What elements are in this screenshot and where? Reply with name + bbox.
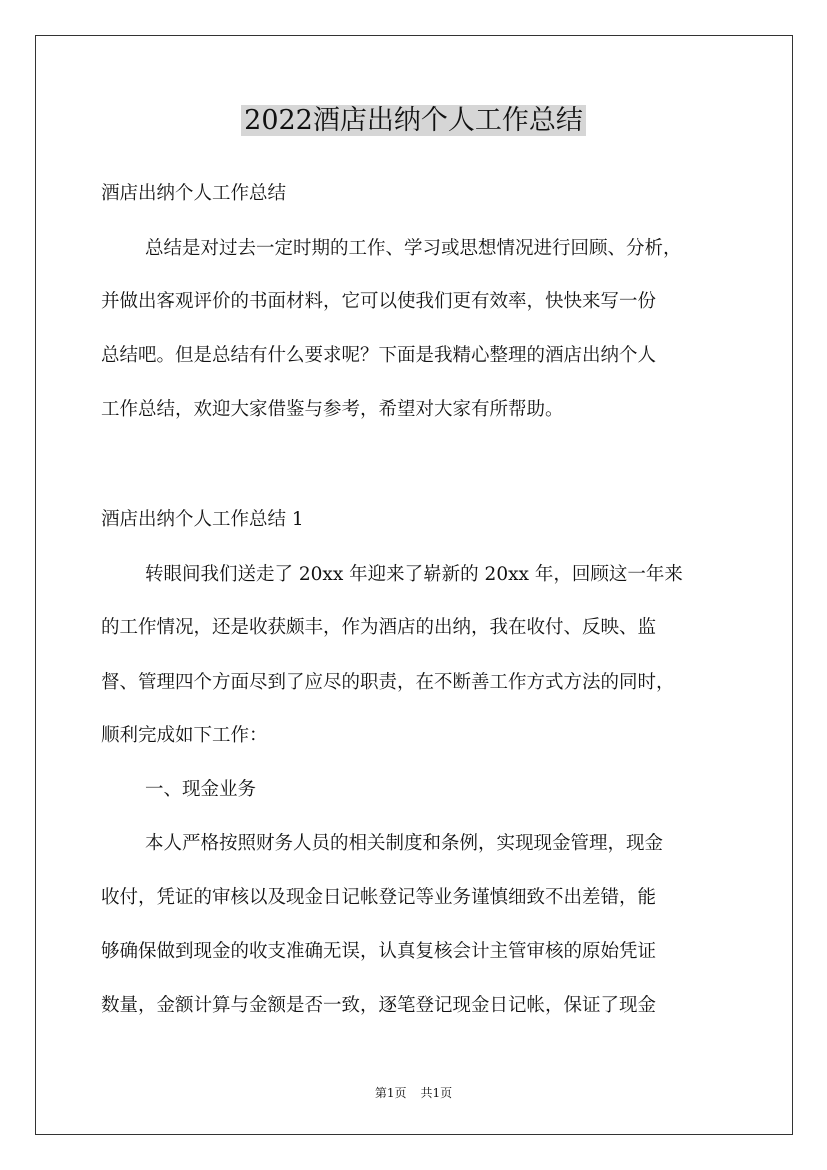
section-heading: 酒店出纳个人工作总结 (101, 183, 287, 204)
paragraph-line: 数量，金额计算与金额是否一致，逐笔登记现金日记帐，保证了现金 (101, 995, 657, 1016)
document-title (0, 101, 827, 141)
paragraph-line: 转眼间我们送走了 20xx 年迎来了崭新的 20xx 年，回顾这一年来 (145, 564, 683, 585)
paragraph-line: 并做出客观评价的书面材料，它可以使我们更有效率，快快来写一份 (101, 291, 657, 312)
paragraph-line: 工作总结，欢迎大家借鉴与参考，希望对大家有所帮助。 (101, 399, 564, 420)
paragraph-line: 顺利完成如下工作： (101, 725, 268, 746)
paragraph-line: 本人严格按照财务人员的相关制度和条例，实现现金管理，现金 (145, 833, 664, 854)
paragraph-line: 总结是对过去一定时期的工作、学习或思想情况进行回顾、分析， (145, 238, 682, 259)
document-title-text: 2022酒店出纳个人工作总结 (241, 105, 586, 136)
paragraph-line: 收付，凭证的审核以及现金日记帐登记等业务谨慎细致不出差错，能 (101, 887, 657, 908)
page-number-total: 共1页 (420, 1086, 453, 1100)
paragraph-line: 够确保做到现金的收支准确无误，认真复核会计主管审核的原始凭证 (101, 941, 657, 962)
paragraph-line: 总结吧。但是总结有什么要求呢？下面是我精心整理的酒店出纳个人 (101, 345, 657, 366)
subsection-heading: 一、现金业务 (145, 779, 257, 800)
section-heading: 酒店出纳个人工作总结 1 (101, 509, 304, 530)
paragraph-line: 督、管理四个方面尽到了应尽的职责，在不断善工作方式方法的同时， (101, 672, 675, 693)
page-number-current: 第1页 (374, 1086, 407, 1100)
paragraph-line: 的工作情况，还是收获颇丰，作为酒店的出纳，我在收付、反映、监 (101, 617, 657, 638)
page-footer (0, 1085, 827, 1101)
